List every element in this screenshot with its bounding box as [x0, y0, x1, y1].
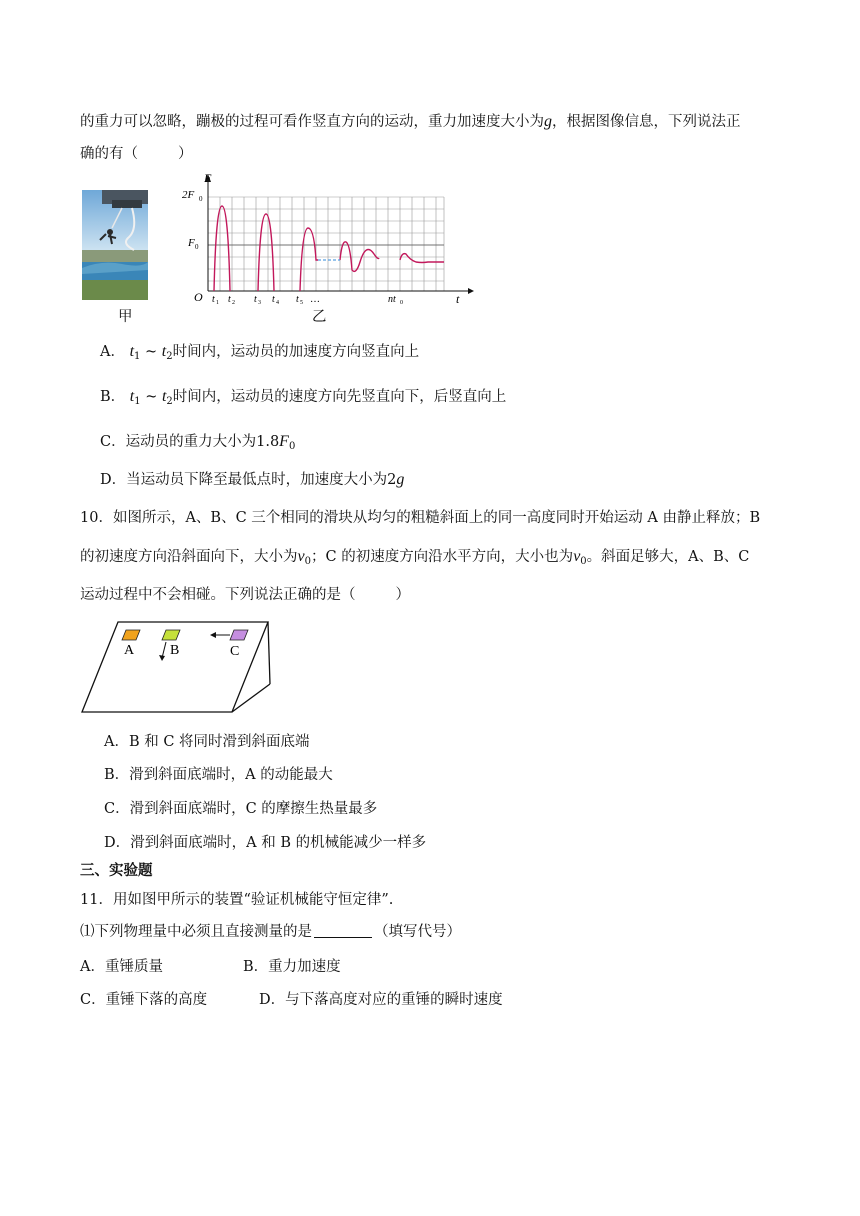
- q11-stem: 11．用如图甲所示的装置“验证机械能守恒定律”.: [80, 892, 394, 908]
- caption-right: 乙: [312, 309, 327, 325]
- q9-option-a: A． $t_1$ ~ $t_2$时间内，运动员的加速度方向竖直向上: [100, 343, 420, 362]
- q11-option-a: A．重锤质量: [80, 959, 163, 975]
- q9-intro-g: g: [544, 113, 552, 130]
- tick-2f0-sub: 0: [199, 195, 203, 203]
- q10-line1: 10．如图所示，A、B、C 三个相同的滑块从均匀的粗糙斜面上的同一高度同时开始运动 A 由静止释放；B: [80, 510, 761, 526]
- svg-text:0: 0: [400, 300, 403, 306]
- x-axis-label: t: [456, 292, 460, 306]
- q10-line2: 的初速度方向沿斜面向下，大小为$v_0$；C 的初速度方向沿水平方向，大小也为$v_0$。斜面足够大，A、B、C: [80, 548, 750, 567]
- q10-option-a: A．B 和 C 将同时滑到斜面底端: [104, 734, 310, 750]
- block-b: [162, 630, 180, 640]
- svg-text:3: 3: [258, 300, 261, 306]
- q11-option-b: B．重力加速度: [243, 959, 341, 975]
- q9-intro-line2: [80, 144, 193, 164]
- x-axis-arrow: [468, 288, 474, 294]
- q11-option-d: D．与下落高度对应的重锤的瞬时速度: [259, 992, 503, 1008]
- block-c: [230, 630, 248, 640]
- q11-option-c: C．重锤下落的高度: [80, 992, 208, 1008]
- q9-intro-text-a: 的重力可以忽略，蹦极的过程可看作竖直方向的运动，重力加速度大小为: [80, 114, 544, 130]
- svg-text:2: 2: [232, 300, 235, 306]
- tick-t1: t: [212, 294, 215, 305]
- tick-t2: t: [228, 294, 231, 305]
- origin-label: O: [194, 290, 203, 304]
- section-title: 三、实验题: [80, 862, 153, 879]
- caption-left: 甲: [118, 309, 133, 325]
- q10-line3: 运动过程中不会相碰。下列说法正确的是（ ）: [80, 587, 410, 603]
- tick-2f0: 2F: [182, 189, 195, 201]
- label-a: A: [124, 643, 135, 658]
- q9-intro-text-c: 确的有（: [80, 146, 138, 162]
- q9-option-c: C．运动员的重力大小为$1.8F_0$: [100, 433, 296, 452]
- q9-intro-text-d: ）: [178, 146, 193, 162]
- q11-sub1: ⑴下列物理量中必须且直接测量的是 （填写代号）: [80, 924, 461, 940]
- q10-option-c: C．滑到斜面底端时，C 的摩擦生热量最多: [104, 801, 378, 817]
- block-a: [122, 630, 140, 640]
- tick-t3: t: [254, 294, 257, 305]
- tick-t4: t: [272, 294, 275, 305]
- bungee-photo: [82, 190, 148, 300]
- q9-option-d: D．当运动员下降至最低点时，加速度大小为2g: [100, 471, 405, 488]
- chart-grid: [208, 197, 444, 291]
- svg-text:4: 4: [276, 300, 279, 306]
- force-time-chart: [178, 170, 478, 330]
- answer-blank[interactable]: [314, 923, 372, 938]
- svg-text:1: 1: [216, 300, 219, 306]
- tick-t5: t: [296, 294, 299, 305]
- tick-f0-sub: 0: [195, 243, 199, 251]
- svg-text:5: 5: [300, 300, 303, 306]
- label-c: C: [230, 644, 240, 659]
- label-b: B: [170, 643, 180, 658]
- q10-option-d: D．滑到斜面底端时，A 和 B 的机械能减少一样多: [104, 835, 427, 851]
- q9-intro-line1: [80, 112, 741, 132]
- q9-option-b: B． $t_1$ ~ $t_2$时间内，运动员的速度方向先竖直向下，后竖直向上: [100, 388, 507, 407]
- q10-option-b: B．滑到斜面底端时，A 的动能最大: [104, 767, 333, 783]
- tick-dots: …: [310, 294, 320, 305]
- tick-f0: F: [188, 237, 195, 249]
- force-curve: [214, 206, 444, 291]
- incline-diagram: [78, 618, 278, 718]
- arrow-b: [162, 642, 166, 658]
- tick-nt0: nt: [388, 294, 396, 305]
- y-axis-label: F: [204, 171, 212, 185]
- q9-intro-text-b: ，根据图像信息，下列说法正: [552, 114, 741, 130]
